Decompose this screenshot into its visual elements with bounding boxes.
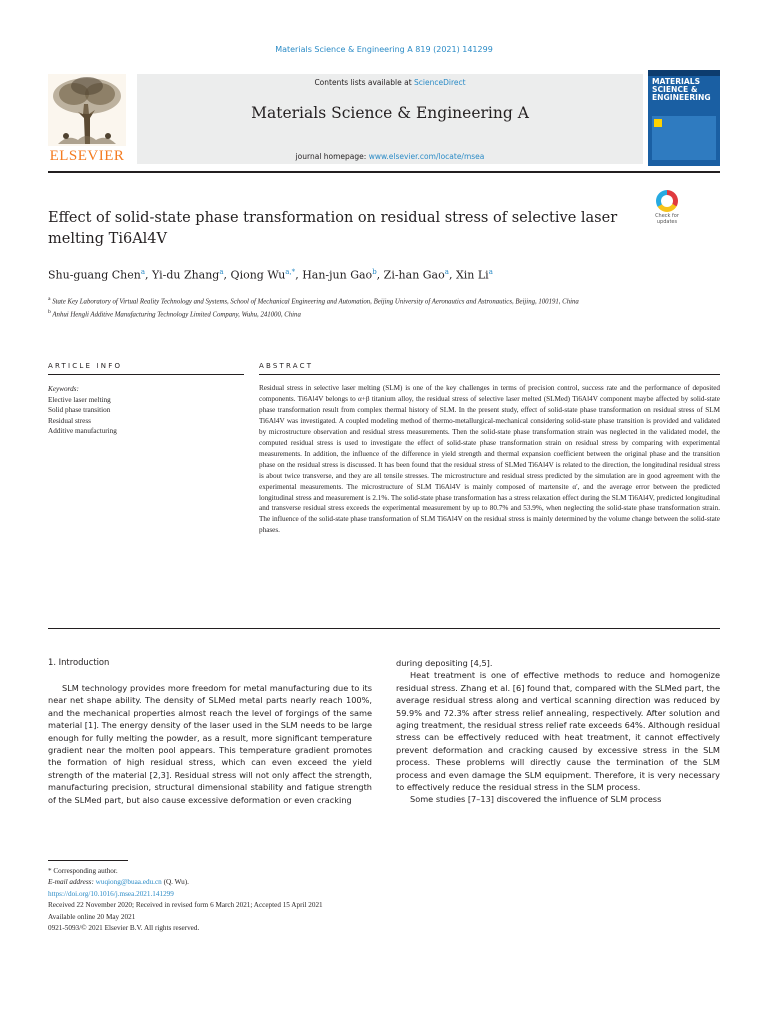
journal-cover-image: [648, 70, 720, 166]
affiliation-b-text: Anhui Hengli Additive Manufacturing Technology Limited Company, Wuhu, 241000, China: [52, 311, 301, 319]
keywords-label: Keywords:: [48, 385, 79, 393]
keywords-block: [48, 384, 248, 437]
affiliation-b: [48, 307, 668, 320]
article-info-rule: [48, 374, 244, 375]
doi-link[interactable]: https://doi.org/10.1016/j.msea.2021.141299: [48, 889, 174, 898]
running-header[interactable]: Materials Science & Engineering A 819 (2021) 141299: [275, 45, 493, 54]
journal-title: Materials Science & Engineering A: [251, 104, 529, 122]
intro-paragraph-1: SLM technology provides more freedom for metal manufacturing due to its near net shape ability. The density of SLMed metal parts nearly reach 100%, and the mechanical properties almost reach the level of forgings of the same material [1]. The energy density of the laser used in the SLM needs to be large enough for fully melting the powder, as a result, more significant temperature gradient near the molten pool appears. This temperature gradient promotes the formation of high residual stress, which can even exceed the yield strength of the material [2,3]. Residual stress will not only affect the strength, manufacturing precision, structural dimensional stability and fatigue strength of the SLMed part, but also cause excessive deformation or even cracking: [48, 683, 372, 805]
keyword: Residual stress: [48, 416, 91, 425]
corresponding-author-note: * Corresponding author.: [48, 867, 118, 875]
author-name[interactable]: Han-jun Gao: [302, 268, 373, 282]
affiliation-a: [48, 294, 668, 307]
check-for-updates-badge[interactable]: [650, 190, 684, 230]
left-column: [48, 682, 372, 806]
keyword: Elective laser melting: [48, 395, 111, 404]
author-name[interactable]: Zi-han Gao: [383, 268, 445, 282]
footnotes: [48, 866, 720, 934]
keyword: Solid phase transition: [48, 406, 111, 414]
intro-paragraph-continued: during depositing [4,5].: [396, 658, 493, 668]
intro-paragraph-2: Heat treatment is one of effective methods to reduce and homogenize residual stress. Zhang et al. [6] found that, compared with the SLMed part, the average residual stress along and vertical scanning direction was reduced by 59.9% and 72.3% after stress relief annealing, respectively. After solution and aging treatment, the residual stress relief rate exceeds 64%. Although residual stress can be effectively reduced with heat treatment, it cannot effectively prevent deformation and cracking caused by excessive stress in the SLM process. These problems will directly cause the termination of the SLM process and even damage the SLM equipment. Therefore, it is very necessary to effectively reduce the residual stress in the SLM process.: [396, 670, 720, 793]
contents-prefix: Contents lists available at: [314, 78, 415, 87]
homepage-prefix: journal homepage:: [295, 152, 369, 161]
keyword: Additive manufacturing: [48, 427, 117, 435]
introduction-heading: 1. Introduction: [48, 657, 110, 667]
footnote-rule: [48, 860, 128, 861]
email-suffix: (Q. Wu).: [161, 878, 189, 887]
author-affiliation-mark[interactable]: a: [140, 268, 146, 276]
article-title: Effect of solid-state phase transformation on residual stress of selective laser melting Ti6Al4V: [48, 210, 618, 247]
check-for-updates-icon-center: [661, 195, 673, 207]
email-label: E-mail address:: [48, 878, 96, 887]
article-info-heading: ARTICLE INFO: [48, 362, 123, 370]
elsevier-tree-logo: [48, 74, 126, 146]
received-dates: Received 22 November 2020; Received in revised form 6 March 2021; Accepted 15 April 2021: [48, 901, 323, 910]
journal-homepage-link[interactable]: www.elsevier.com/locate/msea: [368, 152, 485, 161]
author-name[interactable]: Yi-du Zhang: [152, 268, 220, 282]
affiliations: [48, 294, 668, 321]
contents-line: [137, 78, 643, 87]
check-for-updates-label: Check for updates: [655, 213, 679, 225]
abstract-heading: ABSTRACT: [259, 362, 314, 370]
affiliation-a-text: State Key Laboratory of Virtual Reality Technology and Systems, School of Mechanical Engineering and Automation, Beijing University of Aeronautics and Astronautics, Beijing, 100191, China: [52, 298, 579, 306]
masthead-rule: [48, 171, 720, 173]
front-matter-rule: [48, 628, 720, 629]
author-name[interactable]: Qiong Wu: [230, 268, 286, 282]
journal-masthead: [48, 70, 720, 168]
cover-title: MATERIALS SCIENCE & ENGINEERING: [652, 77, 711, 102]
author-list: Shu-guang Chen$^a$, Yi-du Zhang$^a$, Qiong $Wu^{a,*}$, Han-jun Gao$^b$, Zi-han Gao$^a$, Xin Li$^a$: [48, 268, 493, 282]
cover-accent: [654, 119, 662, 127]
author-affiliation-mark[interactable]: a: [219, 268, 224, 276]
author-name[interactable]: Shu-guang Chen: [48, 268, 141, 282]
affiliation-a-label: a: [48, 296, 51, 302]
homepage-line: [137, 152, 643, 161]
available-online: Available online 20 May 2021: [48, 912, 136, 921]
author-affiliation-mark[interactable]: b: [372, 268, 377, 276]
affiliation-b-label: b: [48, 309, 51, 316]
author-affiliation-mark[interactable]: a: [444, 268, 449, 276]
email-line: [48, 877, 720, 888]
cover-top-band: [648, 70, 720, 76]
copyright-line: 0921-5093/© 2021 Elsevier B.V. All rights reserved.: [48, 924, 200, 933]
sciencedirect-link[interactable]: ScienceDirect: [414, 78, 466, 87]
author-name[interactable]: Xin Li: [455, 268, 489, 282]
abstract-text: Residual stress in selective laser melting (SLM) is one of the key challenges in terms of precision control, success rate and the performance of deposited components. Ti6Al4V belongs to α+β titanium alloy, the residual stress of selective laser melted (SLMed) Ti6Al4V component maybe affected by solid-state phase transformation result from complex thermal history of SLM. In the present study, effect of solid-state phase transformation on residual stress of SLM Ti6Al4V was investigated. A coupled modeling method of thermo-metallurgical-mechanical considering solid-state phase transition is provided and validated by microstructure observation and residual stress measurements. Then the solid-state phase transformation strain was neglected in the validated model, the computed residual stress is used to investigate the effect of solid-state phase transformation strain on residual stress by comparing with experimental measurements. In addition, the influence of the difference in yield strength and thermal expansion coefficient between the original phase and the transition phase on the residual stress is discussed. It has been found that the residual stress of SLMed Ti6Al4V is related to the direction, the longitudinal residual stress is about twice transverse, and they are all tensile stresses. The microstructure and residual stress predicted by the simulation are in good agreement with the experimental measurements. The microstructure of SLM Ti6Al4V is mainly composed of martensite α′, and the average error between the predicted longitudinal stress and measurement is 2.1%. The solid-state phase transformation has a stress relaxation effect during the SLM Ti6Al4V, predicted longitudinal and transverse residual stress exceeds the experimental measurement by up to 80.7% and 53.9%, when neglecting the solid-state phase transformation strain. The influence of the solid-state phase transformation of SLM Ti6Al4V on the residual stress is mainly determined by the volume change between the solid-state phases.: [259, 384, 720, 535]
email-link[interactable]: wuqiong@buaa.edu.cn: [95, 878, 162, 887]
author-affiliation-mark[interactable]: a: [488, 268, 493, 276]
right-column: [396, 657, 720, 806]
intro-paragraph-3: Some studies [7–13] discovered the influence of SLM process: [410, 794, 662, 805]
author-affiliation-mark[interactable]: a,*: [285, 268, 296, 276]
abstract-rule: [259, 374, 720, 375]
publisher-logo-text: ELSEVIER: [49, 148, 125, 164]
